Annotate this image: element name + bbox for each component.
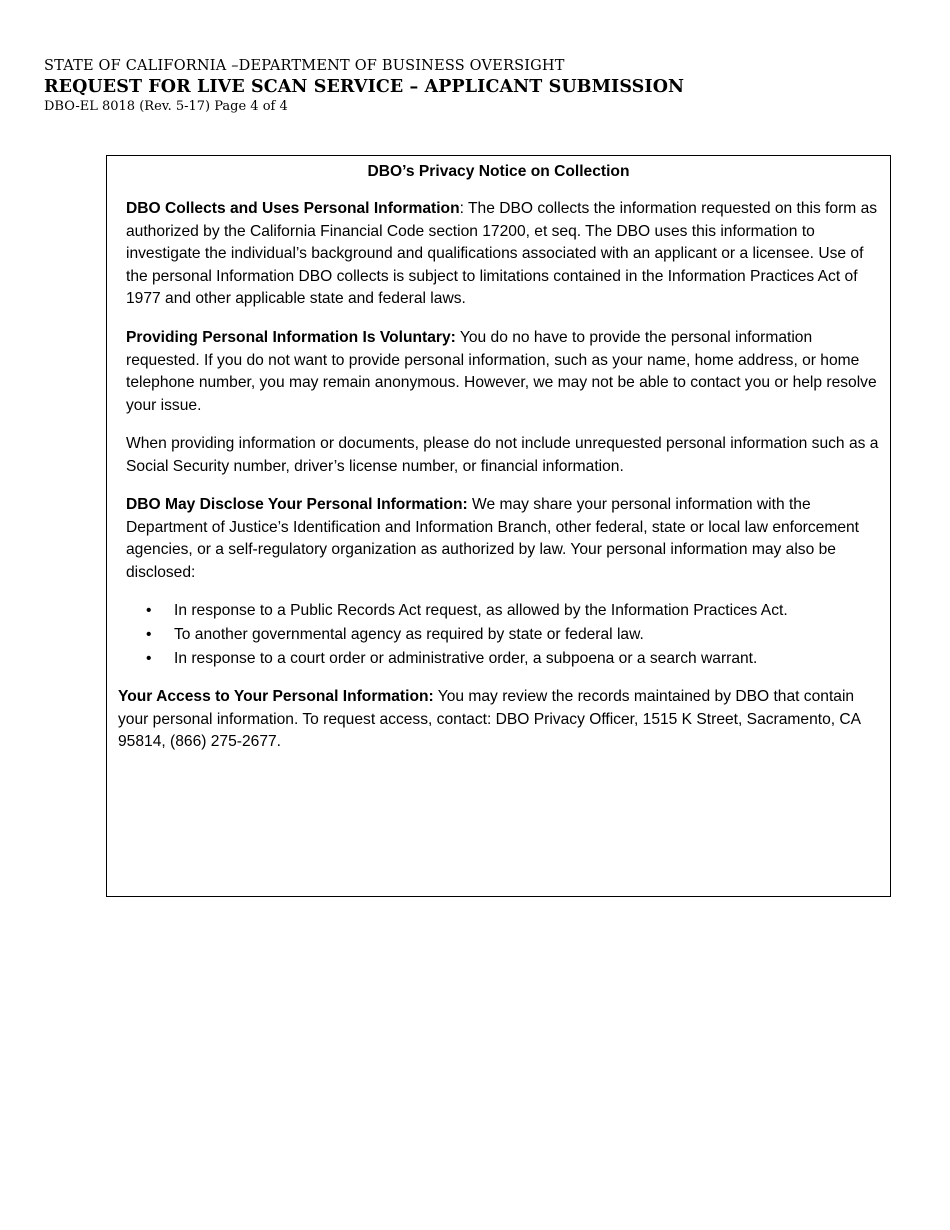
document-header bbox=[44, 57, 684, 116]
list-item bbox=[126, 599, 881, 623]
caution-paragraph: When providing information or documents, please do not include unrequested personal information such as a Social Security number, driver’s license number, or financial information. bbox=[126, 435, 879, 475]
access-paragraph bbox=[118, 686, 883, 754]
bullet-icon: • bbox=[146, 650, 152, 667]
collects-text: : The DBO collects the information requested on this form as authorized by the California Financial Code section 17200, et seq. The DBO uses this information to investigate the individual’s background and qualifications associated with an applicant or a licensee. Use of the personal Information DBO collects is subject to limitations contained in the Information Practices Act of 1977 and other applicable state and federal laws. bbox=[126, 200, 878, 308]
disclose-text: We may share your personal information with the Department of Justice’s Identification and Information Branch, other federal, state or local law enforcement agencies, or a self-regulatory organization as authorized by law. Your personal information may also be disclosed: bbox=[126, 496, 860, 581]
list-item bbox=[126, 647, 881, 671]
disclose-heading: DBO May Disclose Your Personal Information: bbox=[126, 496, 468, 513]
list-item-text: In response to a Public Records Act request, as allowed by the Information Practices Act. bbox=[174, 602, 788, 619]
form-id: DBO-EL 8018 (Rev. 5-17) Page 4 of 4 bbox=[44, 99, 288, 114]
list-item bbox=[126, 623, 881, 647]
agency-name: STATE OF CALIFORNIA –DEPARTMENT OF BUSINESS OVERSIGHT bbox=[44, 58, 565, 74]
voluntary-text: You do no have to provide the personal information requested. If you do not want to provide personal information, such as your name, home address, or home telephone number, you may remain anonymous. However, we may not be able to contact you or help resolve your issue. bbox=[126, 329, 877, 414]
disclosure-list bbox=[126, 599, 881, 671]
collects-heading: DBO Collects and Uses Personal Information bbox=[126, 200, 460, 217]
disclose-paragraph bbox=[126, 494, 881, 584]
voluntary-heading: Providing Personal Information Is Voluntary: bbox=[126, 329, 456, 346]
bullet-icon: • bbox=[146, 602, 152, 619]
bullet-icon: • bbox=[146, 626, 152, 643]
list-item-text: In response to a court order or administrative order, a subpoena or a search warrant. bbox=[174, 650, 758, 667]
access-heading: Your Access to Your Personal Information: bbox=[118, 688, 434, 705]
access-text: You may review the records maintained by DBO that contain your personal information. To request access, contact: DBO Privacy Officer, 1515 K Street, Sacramento, CA 95814, (866) 275-2677. bbox=[118, 688, 861, 751]
voluntary-paragraph bbox=[126, 327, 881, 417]
privacy-notice-box bbox=[106, 155, 891, 897]
list-item-text: To another governmental agency as required by state or federal law. bbox=[174, 626, 644, 643]
form-title: REQUEST FOR LIVE SCAN SERVICE – APPLICANT SUBMISSION bbox=[44, 77, 685, 97]
collects-paragraph bbox=[126, 198, 881, 311]
privacy-notice-title: DBO’s Privacy Notice on Collection bbox=[367, 163, 630, 180]
